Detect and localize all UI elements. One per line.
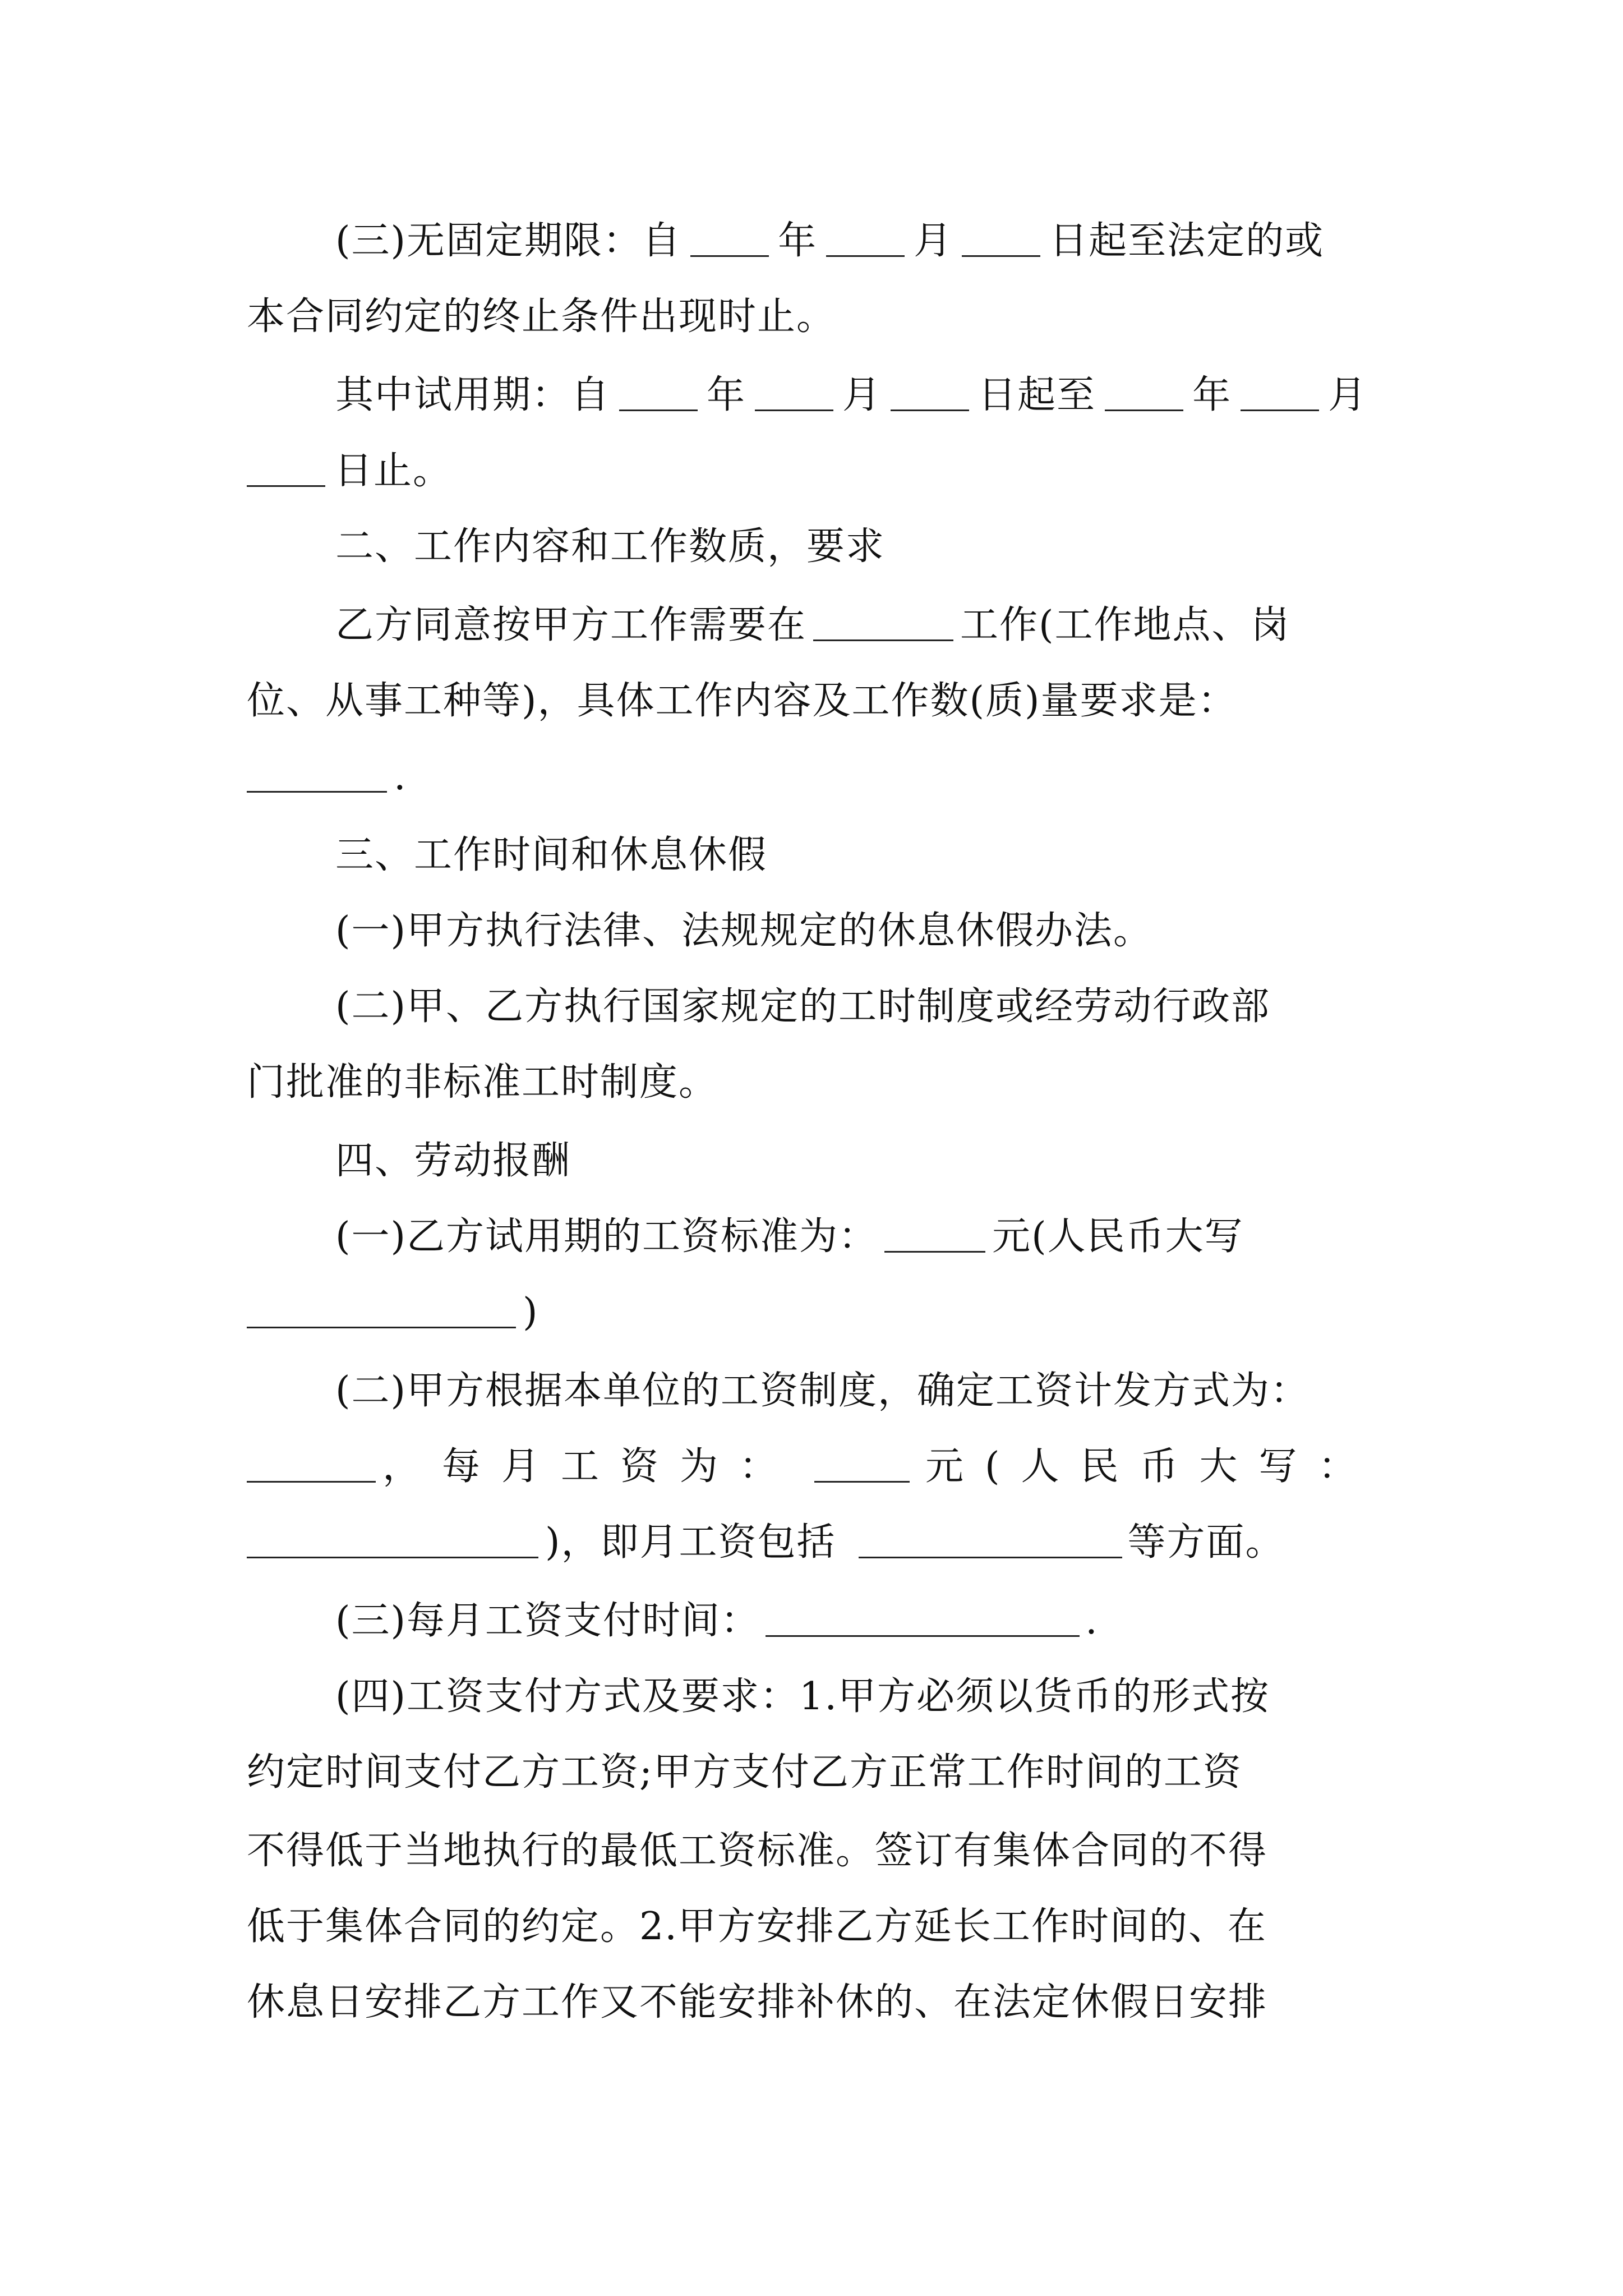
term-no-fixed-line-1 xyxy=(335,208,1385,275)
term-no-fixed-line-2: 本合同约定的终止条件出现时止。 xyxy=(247,295,836,339)
text-segment: 乙方同意按甲方工作需要在 xyxy=(335,603,807,647)
payment-method-line-5: 休息日安排乙方工作又不能安排补休的、在法定休假日安排 xyxy=(247,1980,1268,2024)
payment-method-line-3: 不得低于当地执行的最低工资标准。签订有集体合同的不得 xyxy=(247,1829,1268,1873)
text-segment: 日起至法定的或 xyxy=(1049,219,1325,263)
text-segment: 年 xyxy=(1192,373,1232,417)
text-segment: 等方面。 xyxy=(1127,1520,1285,1565)
working-hours-clause-line-1: (二)甲、乙方执行国家规定的工时制度或经劳动行政部 xyxy=(335,984,1271,1029)
blank-payment-time xyxy=(766,1596,1080,1637)
blank-month xyxy=(755,370,833,411)
text-segment: . xyxy=(394,754,407,799)
work-content-line-3 xyxy=(247,743,1385,811)
blank-wage-in-words xyxy=(247,1287,516,1328)
blank-work-place xyxy=(813,600,953,641)
payment-method-line-2: 约定时间支付乙方工资;甲方支付乙方正常工作时间的工资 xyxy=(247,1750,1242,1795)
text-segment: (三)每月工资支付时间： xyxy=(335,1599,760,1643)
payment-time-line xyxy=(335,1588,1385,1655)
blank-day xyxy=(247,446,325,487)
blank-monthly-wage xyxy=(814,1442,910,1483)
rest-leave-clause-1: (一)甲方执行法律、法规规定的休息休假办法。 xyxy=(335,909,1153,953)
text-segment: 年 xyxy=(707,373,746,417)
blank-monthly-wage-in-words xyxy=(247,1517,538,1558)
text-segment: (三)无固定期限：自 xyxy=(335,219,682,263)
blank-month xyxy=(1241,370,1319,411)
text-segment: 其中试用期：自 xyxy=(335,373,611,417)
text-segment: ，每月工资为： xyxy=(382,1444,799,1489)
section-heading-4: 四、劳动报酬 xyxy=(335,1139,571,1183)
text-segment: )，即月工资包括 xyxy=(545,1520,836,1565)
text-segment: 工作(工作地点、岗 xyxy=(960,603,1290,647)
probation-wage-line-2 xyxy=(247,1279,1385,1346)
wage-method-line-2 xyxy=(247,1433,1385,1501)
payment-method-line-1: (四)工资支付方式及要求：1.甲方必须以货币的形式按 xyxy=(335,1674,1270,1719)
text-segment: 年 xyxy=(778,219,818,263)
work-content-line-1 xyxy=(335,592,1385,659)
payment-method-line-4: 低于集体合同的约定。2.甲方安排乙方延长工作时间的、在 xyxy=(247,1904,1267,1949)
wage-method-line-1: (二)甲方根据本单位的工资制度，确定工资计发方式为： xyxy=(335,1369,1310,1413)
blank-probation-wage xyxy=(884,1212,985,1253)
section-heading-2: 二、工作内容和工作数质，要求 xyxy=(335,524,886,569)
blank-wage-components xyxy=(859,1517,1122,1558)
probation-line-1 xyxy=(335,362,1385,429)
working-hours-clause-line-2: 门批准的非标准工时制度。 xyxy=(247,1060,718,1105)
text-segment: ) xyxy=(523,1290,539,1335)
blank-year xyxy=(690,216,769,257)
text-segment: 月 xyxy=(914,219,953,263)
blank-day xyxy=(962,216,1040,257)
blank-year xyxy=(619,370,698,411)
blank-day xyxy=(891,370,969,411)
blank-wage-method xyxy=(247,1442,376,1483)
blank-work-requirements xyxy=(247,752,387,793)
text-segment: 月 xyxy=(1328,373,1368,417)
probation-line-2 xyxy=(247,438,1385,505)
text-segment: (一)乙方试用期的工资标准为： xyxy=(335,1214,878,1259)
work-content-line-2: 位、从事工种等)，具体工作内容及工作数(质)量要求是： xyxy=(247,679,1237,723)
text-segment: 日起至 xyxy=(978,373,1096,417)
section-heading-3: 三、工作时间和休息休假 xyxy=(335,833,768,877)
text-segment: 日止。 xyxy=(334,449,453,493)
text-segment: 月 xyxy=(842,373,882,417)
wage-method-line-3 xyxy=(247,1509,1385,1576)
probation-wage-line-1 xyxy=(335,1203,1385,1271)
text-segment: . xyxy=(1085,1599,1099,1643)
blank-month xyxy=(826,216,905,257)
text-segment: 元(人民币大写 xyxy=(992,1214,1244,1259)
blank-year xyxy=(1105,370,1183,411)
text-segment: 元(人民币大写： xyxy=(925,1444,1378,1489)
